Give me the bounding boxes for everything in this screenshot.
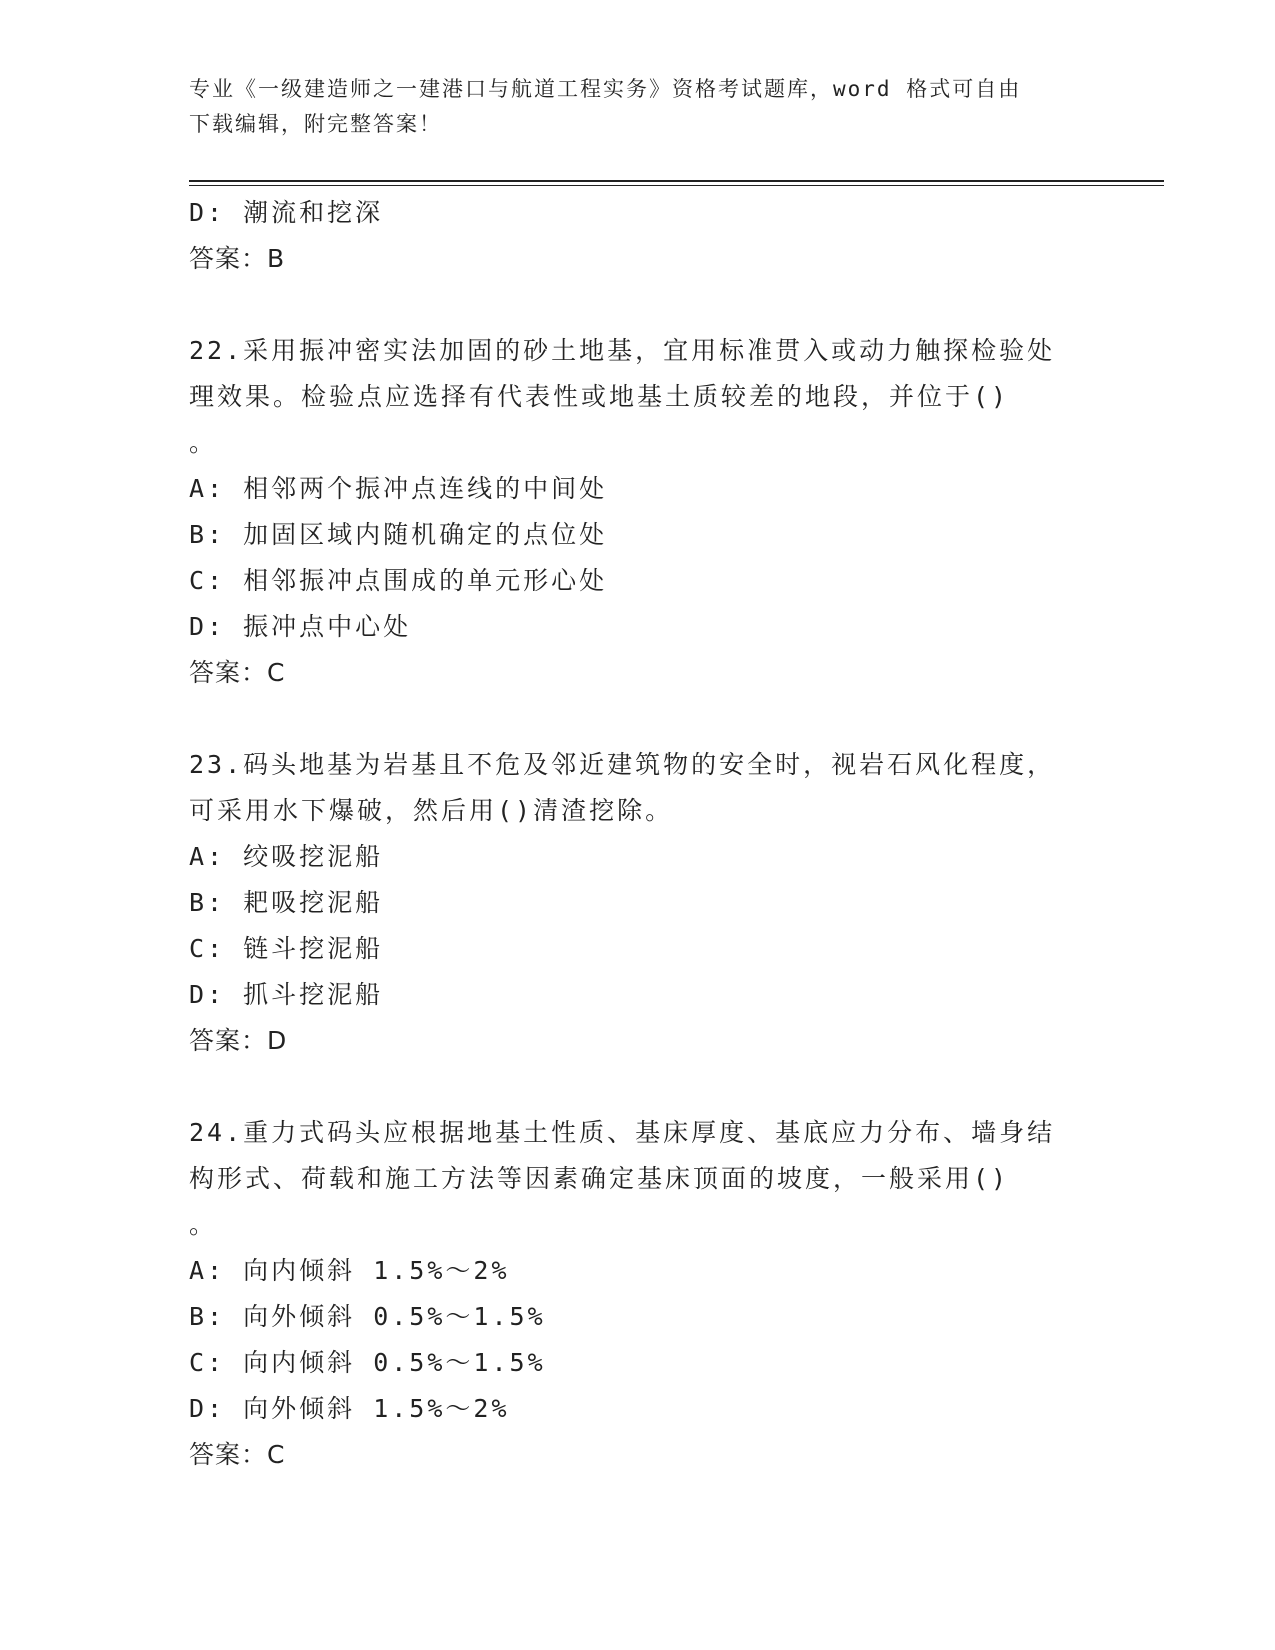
answer: 答案：C	[189, 658, 286, 687]
spacer	[189, 696, 1089, 742]
question-22	[189, 328, 1089, 466]
prev-option-d: D: 潮流和挖深	[189, 198, 384, 227]
option-a: A: 相邻两个振冲点连线的中间处	[189, 474, 608, 503]
option-d: D: 振冲点中心处	[189, 612, 412, 641]
header-divider-thin	[189, 185, 1164, 186]
prev-answer: 答案：B	[189, 244, 286, 273]
question-24	[189, 1110, 1089, 1248]
header-divider-thick	[189, 180, 1164, 182]
header-line-1: 专业《一级建造师之一建港口与航道工程实务》资格考试题库，word 格式可自由	[189, 77, 1022, 101]
question-text-line: 22.采用振冲密实法加固的砂土地基，宜用标准贯入或动力触探检验处	[189, 336, 1056, 365]
question-23	[189, 742, 1089, 834]
answer: 答案：D	[189, 1026, 288, 1055]
option-c: C: 向内倾斜 0.5%～1.5%	[189, 1348, 546, 1377]
option-d: D: 抓斗挖泥船	[189, 980, 384, 1009]
question-text-line: 。	[189, 428, 218, 457]
question-text-line: 24.重力式码头应根据地基土性质、基床厚度、基底应力分布、墙身结	[189, 1118, 1056, 1147]
option-c: C: 链斗挖泥船	[189, 934, 384, 963]
option-a: A: 绞吸挖泥船	[189, 842, 384, 871]
question-text-line: 理效果。检验点应选择有代表性或地基土质较差的地段，并位于()	[189, 382, 1010, 411]
option-b: B: 耙吸挖泥船	[189, 888, 384, 917]
answer: 答案：C	[189, 1440, 286, 1469]
question-text-line: 可采用水下爆破，然后用()清渣挖除。	[189, 796, 674, 825]
question-text-line: 构形式、荷载和施工方法等因素确定基床顶面的坡度，一般采用()	[189, 1164, 1010, 1193]
document-header	[189, 72, 1089, 142]
option-c: C: 相邻振冲点围成的单元形心处	[189, 566, 608, 595]
spacer	[189, 282, 1089, 328]
question-content	[189, 190, 1089, 1478]
option-b: B: 加固区域内随机确定的点位处	[189, 520, 608, 549]
spacer	[189, 1064, 1089, 1110]
option-b: B: 向外倾斜 0.5%～1.5%	[189, 1302, 546, 1331]
question-text-line: 23.码头地基为岩基且不危及邻近建筑物的安全时，视岩石风化程度，	[189, 750, 1056, 779]
header-line-2: 下载编辑，附完整答案！	[189, 112, 442, 136]
option-d: D: 向外倾斜 1.5%～2%	[189, 1394, 510, 1423]
question-text-line: 。	[189, 1210, 218, 1239]
option-a: A: 向内倾斜 1.5%～2%	[189, 1256, 510, 1285]
